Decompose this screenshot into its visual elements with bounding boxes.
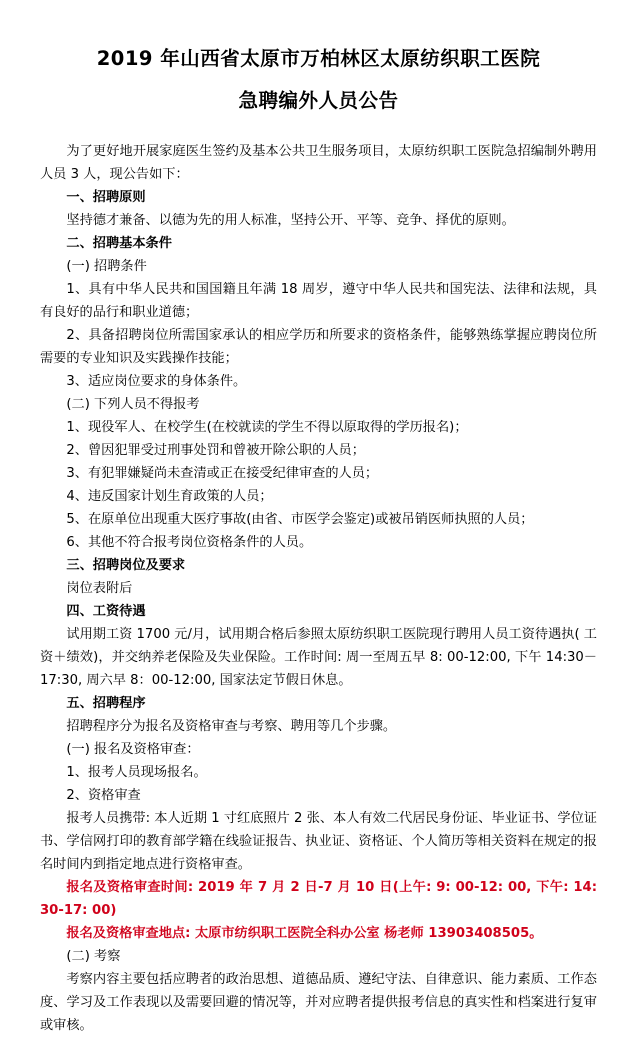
section-heading-4: 四、工资待遇 — [66, 604, 146, 619]
section-heading-1: 一、招聘原则 — [66, 190, 146, 205]
section-4-body: 试用期工资 1700 元/月，试用期合格后参照太原纺织职工医院现行聘用人员工资待遇执( 工资＋绩效)，并交纳养老保险及失业保险。工作时间: 周一至周五早 8: 00-12:00, 下午 14:30－17:30, 周六早 8：00-12:00, 国家法定节假日休息。 — [40, 627, 597, 688]
registration-time-notice: 报名及资格审查时间: 2019 年 7 月 2 日-7 月 10 日(上午: 9: 00-12: 00, 下午: 14: 30-17: 00) — [40, 880, 597, 918]
subsection-5-1: (一) 报名及资格审查： — [66, 742, 200, 757]
section-5-body: 招聘程序分为报名及资格审查与考察、聘用等几个步骤。 — [66, 719, 397, 734]
exclusion-item-2: 2、曾因犯罪受过刑事处罚和曾被开除公职的人员； — [66, 443, 365, 458]
section-heading-3: 三、招聘岗位及要求 — [66, 558, 186, 573]
subsection-2-1: (一) 招聘条件 — [66, 259, 147, 274]
exclusion-item-3: 3、有犯罪嫌疑尚未查清或正在接受纪律审查的人员； — [66, 466, 379, 481]
registration-place-notice: 报名及资格审查地点: 太原市纺织职工医院全科办公室 杨老师 13903408505。 — [66, 926, 543, 941]
condition-item-3: 3、适应岗位要求的身体条件。 — [66, 374, 247, 389]
condition-item-1: 1、具有中华人民共和国国籍且年满 18 周岁，遵守中华人民共和国宪法、法律和法规，具有良好的品行和职业道德； — [40, 282, 597, 320]
section-3-body: 岗位表附后 — [66, 581, 133, 596]
condition-item-2: 2、具备招聘岗位所需国家承认的相应学历和所要求的资格条件，能够熟练掌握应聘岗位所需要的专业知识及实践操作技能； — [40, 328, 597, 366]
registration-step-1: 1、报考人员现场报名。 — [66, 765, 207, 780]
document-body — [40, 140, 597, 1037]
registration-materials: 报考人员携带: 本人近期 1 寸红底照片 2 张、本人有效二代居民身份证、毕业证书、学位证书、学信网打印的教育部学籍在线验证报告、执业证、资格证、个人简历等相关资料在规定的报名时间内到指定地点进行资格审查。 — [40, 811, 597, 872]
subsection-5-2: (二) 考察 — [66, 949, 121, 964]
paragraph-intro: 为了更好地开展家庭医生签约及基本公共卫生服务项目，太原纺织职工医院急招编制外聘用人员 3 人，现公告如下： — [40, 144, 597, 182]
inspection-body: 考察内容主要包括应聘者的政治思想、道德品质、遵纪守法、自律意识、能力素质、工作态度、学习及工作表现以及需要回避的情况等，并对应聘者提供报考信息的真实性和档案进行复审或审核。 — [40, 972, 597, 1033]
document-title — [40, 38, 597, 122]
section-heading-2: 二、招聘基本条件 — [66, 236, 172, 251]
subsection-2-2: (二) 下列人员不得报考 — [66, 397, 200, 412]
exclusion-item-5: 5、在原单位出现重大医疗事故(由省、市医学会鉴定)或被吊销医师执照的人员； — [66, 512, 534, 527]
title-line-1: 2019 年山西省太原市万柏林区太原纺织职工医院 — [96, 47, 541, 70]
exclusion-item-4: 4、违反国家计划生育政策的人员； — [66, 489, 273, 504]
section-1-body: 坚持德才兼备、以德为先的用人标准，坚持公开、平等、竞争、择优的原则。 — [66, 213, 515, 228]
exclusion-item-1: 1、现役军人、在校学生(在校就读的学生不得以原取得的学历报名)； — [66, 420, 468, 435]
title-line-2: 急聘编外人员公告 — [238, 89, 399, 112]
registration-step-2: 2、资格审查 — [66, 788, 141, 803]
exclusion-item-6: 6、其他不符合报考岗位资格条件的人员。 — [66, 535, 313, 550]
section-heading-5: 五、招聘程序 — [66, 696, 146, 711]
